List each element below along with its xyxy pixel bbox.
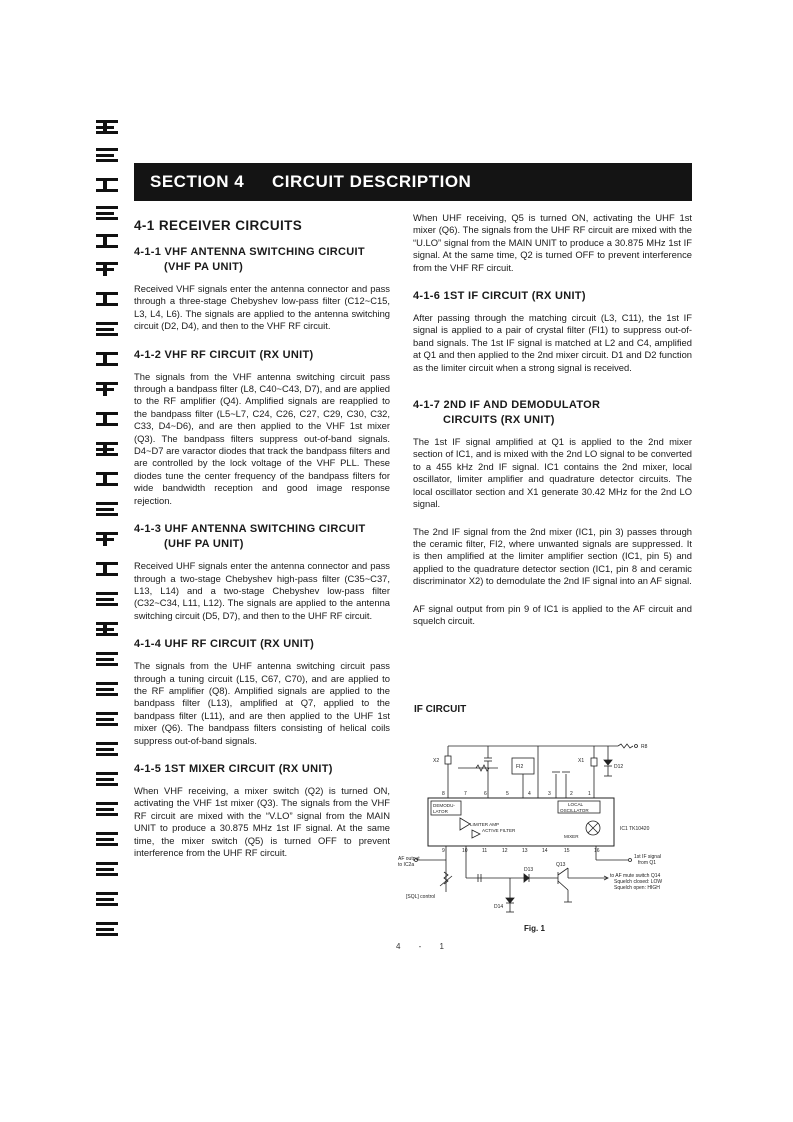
- section-title: CIRCUIT DESCRIPTION: [272, 172, 472, 191]
- pin-16: 16: [594, 848, 600, 854]
- pin-1: 1: [588, 791, 591, 797]
- label-active-filter: ACTIVE FILTER: [482, 828, 516, 833]
- tab-mark: [96, 120, 118, 134]
- label-mute-2: Squelch closed: LOW: [614, 879, 663, 885]
- tab-mark: [96, 206, 118, 220]
- active-filter-symbol: [472, 830, 480, 838]
- label-r8: R8: [641, 744, 648, 750]
- pin-6: 6: [484, 791, 487, 797]
- tab-mark: [96, 922, 118, 936]
- heading-line: 4-1-5 1ST MIXER CIRCUIT (RX UNIT): [134, 762, 333, 775]
- label-1st-if-2: from Q1: [638, 860, 657, 866]
- label-mute-1: to AF mute switch Q14: [610, 873, 661, 879]
- diode-d13: [524, 874, 529, 882]
- tab-mark: [96, 802, 118, 816]
- discriminator-x2: [445, 756, 451, 764]
- left-column: [134, 212, 390, 874]
- label-af-output-1: AF output: [398, 856, 420, 862]
- crystal-x1: [591, 758, 597, 766]
- label-demod-2: LATOR: [433, 809, 448, 814]
- pin-15: 15: [564, 848, 570, 854]
- transistor-q13-collector: [558, 868, 568, 875]
- terminal: [629, 859, 632, 862]
- label-fi2: FI2: [516, 764, 524, 770]
- tab-mark: [96, 682, 118, 696]
- pin-8: 8: [442, 791, 445, 797]
- paragraph-4-1-3: Received UHF signals enter the antenna connector and pass through a two-stage Chebyshev high-pass filter (C35~C37, L13, L14) and a two-stage Chebyshev low-pass filter (C32~C34, L11, L12). The signals are applied to the antenna switching circuit (D5, D7), and then to the UHF RF circuit.: [134, 560, 390, 621]
- label-x2: X2: [433, 758, 440, 764]
- pin-7: 7: [464, 791, 467, 797]
- pin-12: 12: [502, 848, 508, 854]
- pin-13: 13: [522, 848, 528, 854]
- tab-mark: [96, 178, 118, 192]
- section-number: SECTION 4: [150, 172, 245, 191]
- label-demod-1: DEMODU-: [433, 803, 455, 808]
- heading-4-1-4: [134, 637, 390, 652]
- tab-mark: [96, 472, 118, 486]
- label-q13: Q13: [556, 862, 566, 868]
- tab-mark: [96, 592, 118, 606]
- paragraph-4-1-7-a: The 1st IF signal amplified at Q1 is applied to the 2nd mixer section of IC1, and is mixed with the 2nd LO signal to be converted to a 455 kHz 2nd IF signal. IC1 contains the 2nd mixer, local oscillator, limiter amplifier and quadrature detector circuits. The local oscillator section and X1 generate 30.42 MHz for the 2nd LO signal.: [413, 436, 692, 510]
- heading-4-1-6: [413, 289, 692, 304]
- resistor-r8: [618, 744, 633, 748]
- pin-11: 11: [482, 848, 488, 854]
- diode-d12: [604, 760, 612, 765]
- heading-4-1-7: [413, 398, 692, 428]
- pin-4: 4: [528, 791, 531, 797]
- binding-tab-strip: [96, 110, 118, 950]
- label-d13: D13: [524, 867, 534, 873]
- heading-4-1-1: [134, 245, 390, 275]
- paragraph-4-1-7-b: The 2nd IF signal from the 2nd mixer (IC1, pin 3) passes through the ceramic filter, FI2, where unwanted signals are suppressed. It is then amplified at the limiter amplifier section (IC1, pin 5) and applied to the quadrature detector section (IC1, pin 8 and ceramic discriminator X2) to demodulate the 2nd IF signal into an AF signal.: [413, 525, 692, 587]
- paragraph-4-1-1: Received VHF signals enter the antenna connector and pass through a three-stage Chebyshev low-pass filter (C12~C15, L3, L4, L6). The signals are applied to the antenna switching circuit (D2, D4), and then to the VHF RF circuit.: [134, 283, 390, 332]
- ic1-body: [428, 798, 614, 846]
- label-mixer: MIXER: [564, 834, 579, 839]
- transistor-q13-emitter: [558, 881, 568, 890]
- heading-line-2: (UHF PA UNIT): [164, 538, 244, 551]
- heading-4-1-5: [134, 762, 390, 777]
- if-circuit-figure: [398, 702, 698, 942]
- right-column: [413, 212, 692, 642]
- tab-mark: [96, 712, 118, 726]
- paragraph-4-1-5-continued: When UHF receiving, Q5 is turned ON, activating the UHF 1st mixer (Q6). The signals from the UHF RF circuit are mixed with the “U.LO” signal from the MAIN UNIT to produce a 30.875 MHz 1st IF signal. At the same time, Q2 is turned OFF to prevent interference from the VHF RF circuit.: [413, 212, 692, 273]
- heading-line: 4-1-7 2ND IF AND DEMODULATOR: [413, 399, 601, 412]
- tab-mark: [96, 234, 118, 248]
- heading-4-1-3: [134, 522, 390, 552]
- figure-caption: Fig. 1: [524, 924, 545, 933]
- label-sql-control: [SQL] control: [406, 894, 436, 900]
- pin-14: 14: [542, 848, 548, 854]
- label-ic1: IC1 TK10420: [620, 826, 650, 832]
- heading-line: 4-1-6 1ST IF CIRCUIT (RX UNIT): [413, 290, 586, 303]
- label-d12: D12: [614, 764, 624, 770]
- paragraph-4-1-6: After passing through the matching circuit (L3, C11), the 1st IF signal is applied to a pair of crystal filter (FI1) to suppress out-of-band signals. The 1st IF signal is matched at L2 and C4, amplified at Q1 and then applied to the 2nd mixer circuit. D1 and D2 function as the limiter circuit when a strong signal is received.: [413, 312, 692, 373]
- page-number: 4 - 1: [396, 942, 453, 951]
- tab-mark: [96, 262, 118, 276]
- heading-line-2: (VHF PA UNIT): [164, 261, 244, 273]
- paragraph-4-1-7-c: AF signal output from pin 9 of IC1 is applied to the AF circuit and squelch circuit.: [413, 602, 692, 626]
- tab-mark: [96, 322, 118, 336]
- label-af-output-2: to IC2a: [398, 862, 415, 868]
- tab-mark: [96, 562, 118, 576]
- heading-line: 4-1-1 VHF ANTENNA SWITCHING CIRCUIT: [134, 246, 365, 258]
- pin-9: 9: [442, 848, 445, 854]
- limiter-amp-symbol: [460, 818, 470, 830]
- paragraph-4-1-5: When VHF receiving, a mixer switch (Q2) is turned ON, activating the VHF 1st mixer (Q3). The signals from the VHF RF circuit are mixed with the “V.LO” signal from the MAIN UNIT to produce a 30.875 MHz 1st IF signal. At the same time, the mixer switch (Q5) is turned OFF to prevent interference from the UHF RF circuit.: [134, 784, 390, 858]
- tab-mark: [96, 862, 118, 876]
- label-1st-if-1: 1st IF signal: [634, 854, 661, 860]
- heading-4-1-2: [134, 348, 390, 363]
- tab-mark: [96, 772, 118, 786]
- receiver-circuits-heading: 4-1 RECEIVER CIRCUITS: [134, 218, 303, 233]
- paragraph-4-1-2: The signals from the VHF antenna switching circuit pass through a bandpass filter (L8, C40~C43, D7), and are applied to the RF amplifier (Q4). Amplified signals are reapplied to the bandpass filter (L5~L7, C24, C26, C27, C29, C30, C32, C33, D4~D6), and are then applied to the VHF 1st mixer (Q3). The bandpass filters suppress out-of-band signals. D4~D7 are varactor diodes that track the bandpass filters and are controlled by the lock voltage of the VHF PLL. These diodes tune the center frequency of the bandpass filters for wide bandwidth reception and good image response rejection.: [134, 370, 390, 506]
- label-local-1: LOCAL: [568, 802, 584, 807]
- tab-mark: [96, 742, 118, 756]
- label-mute-3: Squelch open: HIGH: [614, 885, 660, 891]
- heading-line-2: CIRCUITS (RX UNIT): [443, 414, 555, 427]
- section-banner: [134, 163, 692, 201]
- tab-mark: [96, 352, 118, 366]
- heading-line: 4-1-2 VHF RF CIRCUIT (RX UNIT): [134, 348, 314, 361]
- tab-mark: [96, 412, 118, 426]
- pin-10: 10: [462, 848, 468, 854]
- paragraph-4-1-4: The signals from the UHF antenna switching circuit pass through a tuning circuit (L15, C67, C70), and are applied to the RF amplifier (Q8). Amplified signals are applied to the bandpass filter (L13), amplified at Q7, applied to the bandpass filter (L11), and are then applied to the UHF 1st mixer (Q6). The bandpass filters consisting of helical coils suppress out-of-band signals.: [134, 660, 390, 746]
- label-local-2: OSCILLATOR: [560, 808, 589, 813]
- terminal: [635, 745, 638, 748]
- tab-mark: [96, 832, 118, 846]
- pin-3: 3: [548, 791, 551, 797]
- pin-2: 2: [570, 791, 573, 797]
- pin-5: 5: [506, 791, 509, 797]
- tab-mark: [96, 442, 118, 456]
- tab-mark: [96, 382, 118, 396]
- tab-mark: [96, 148, 118, 162]
- diode-d14: [506, 898, 514, 903]
- tab-mark: [96, 502, 118, 516]
- tab-mark: [96, 292, 118, 306]
- label-x1: X1: [578, 758, 585, 764]
- tab-mark: [96, 652, 118, 666]
- label-d14: D14: [494, 904, 504, 910]
- figure-title: IF CIRCUIT: [414, 704, 467, 715]
- tab-mark: [96, 892, 118, 906]
- heading-line: 4-1-3 UHF ANTENNA SWITCHING CIRCUIT: [134, 523, 366, 536]
- tab-mark: [96, 532, 118, 546]
- heading-line: 4-1-4 UHF RF CIRCUIT (RX UNIT): [134, 638, 315, 651]
- if-circuit-schematic: [398, 702, 698, 942]
- label-limiter: LIMITER AMP: [470, 822, 500, 827]
- tab-mark: [96, 622, 118, 636]
